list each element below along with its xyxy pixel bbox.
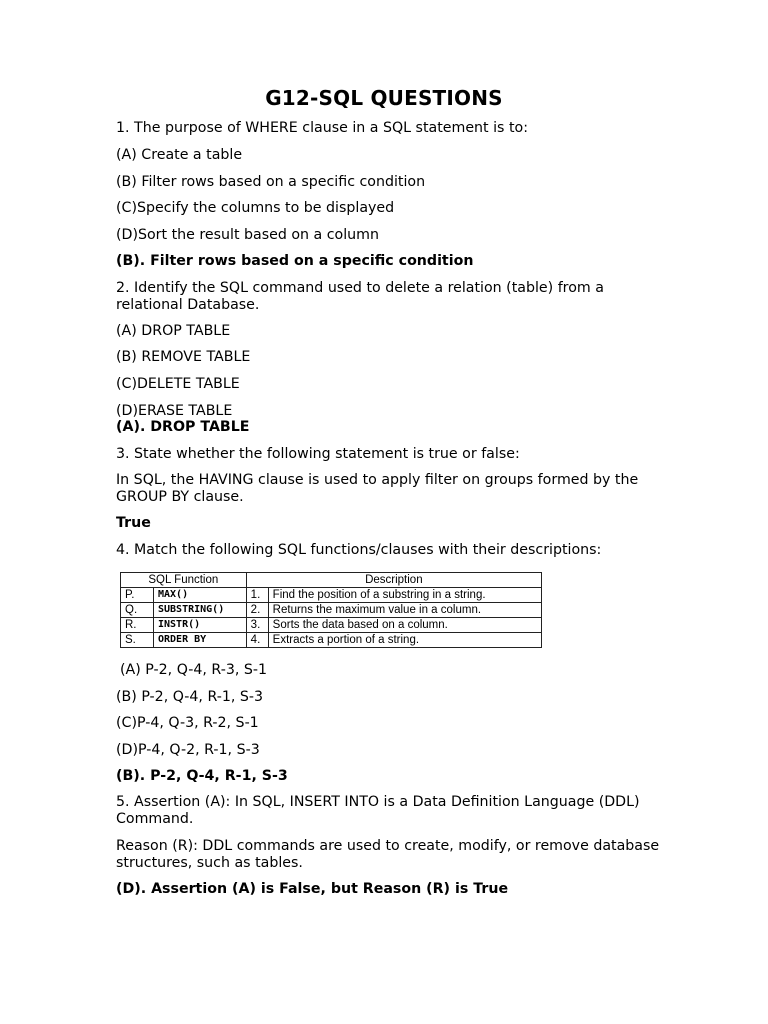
q5-assertion: 5. Assertion (A): In SQL, INSERT INTO is a Data Definition Language (DDL) Command. <box>116 794 640 827</box>
row-function: SUBSTRING() <box>154 603 247 618</box>
table-row <box>121 618 542 633</box>
q4-answer: (B). P-2, Q-4, R-1, S-3 <box>116 768 288 784</box>
q2-option-b: (B) REMOVE TABLE <box>116 349 251 365</box>
row-key: S. <box>121 633 154 648</box>
q5-reason: Reason (R): DDL commands are used to create, modify, or remove database structures, such as tables. <box>116 838 660 871</box>
match-table-header-description: Description <box>246 573 541 588</box>
q3-question: 3. State whether the following statement is true or false: <box>116 446 520 462</box>
q2-question: 2. Identify the SQL command used to delete a relation (table) from a relational Database. <box>116 280 604 313</box>
q2-option-d: (D)ERASE TABLE <box>116 403 233 419</box>
match-table <box>120 572 542 648</box>
q4-option-d: (D)P-4, Q-2, R-1, S-3 <box>116 742 260 758</box>
q4-option-c: (C)P-4, Q-3, R-2, S-1 <box>116 715 259 731</box>
row-key: P. <box>121 588 154 603</box>
q5-answer: (D). Assertion (A) is False, but Reason (R) is True <box>116 881 509 897</box>
table-row <box>121 603 542 618</box>
row-number: 4. <box>246 633 268 648</box>
row-function: MAX() <box>154 588 247 603</box>
row-key: R. <box>121 618 154 633</box>
q3-statement: In SQL, the HAVING clause is used to apply filter on groups formed by the GROUP BY clause. <box>116 472 639 505</box>
row-description: Sorts the data based on a column. <box>268 618 541 633</box>
row-description: Returns the maximum value in a column. <box>268 603 541 618</box>
q1-option-a: (A) Create a table <box>116 147 243 163</box>
match-table-header-function: SQL Function <box>121 573 247 588</box>
q2-option-a: (A) DROP TABLE <box>116 323 231 339</box>
q1-option-b: (B) Filter rows based on a specific condition <box>116 174 426 190</box>
row-function: ORDER BY <box>154 633 247 648</box>
row-function: INSTR() <box>154 618 247 633</box>
row-description: Extracts a portion of a string. <box>268 633 541 648</box>
q1-question: 1. The purpose of WHERE clause in a SQL statement is to: <box>116 120 528 136</box>
row-key: Q. <box>121 603 154 618</box>
page-title: G12-SQL QUESTIONS <box>265 86 503 110</box>
q3-answer: True <box>116 515 151 531</box>
q4-option-b: (B) P-2, Q-4, R-1, S-3 <box>116 689 264 705</box>
row-number: 3. <box>246 618 268 633</box>
row-number: 2. <box>246 603 268 618</box>
table-row <box>121 588 542 603</box>
match-table-header-row <box>121 573 542 588</box>
q2-answer: (A). DROP TABLE <box>116 419 250 435</box>
q1-answer: (B). Filter rows based on a specific condition <box>116 253 474 269</box>
table-row <box>121 633 542 648</box>
q1-option-c: (C)Specify the columns to be displayed <box>116 200 395 216</box>
q1-option-d: (D)Sort the result based on a column <box>116 227 379 243</box>
row-description: Find the position of a substring in a string. <box>268 588 541 603</box>
row-number: 1. <box>246 588 268 603</box>
q4-option-a: (A) P-2, Q-4, R-3, S-1 <box>120 662 268 678</box>
q2-option-c: (C)DELETE TABLE <box>116 376 240 392</box>
q4-question: 4. Match the following SQL functions/clauses with their descriptions: <box>116 542 602 558</box>
